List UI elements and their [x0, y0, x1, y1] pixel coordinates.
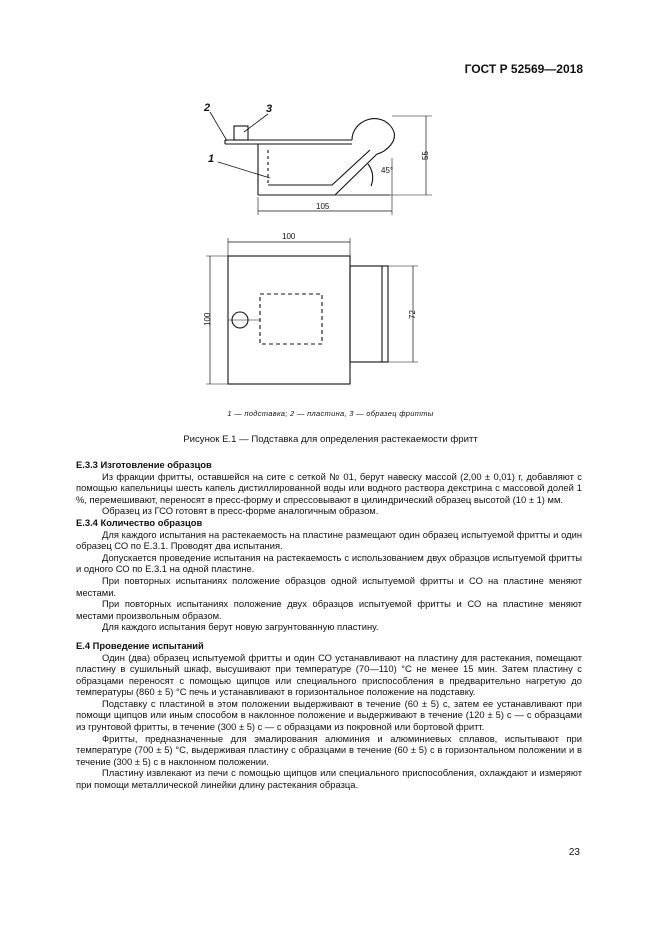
- standard-number: ГОСТ Р 52569—2018: [464, 62, 583, 76]
- section-heading-e33: Е.3.3 Изготовление образцов: [76, 459, 212, 470]
- section-heading-e4: Е.4 Проведение испытаний: [76, 639, 204, 651]
- page-number: 23: [568, 847, 580, 858]
- callout-2: 2: [204, 102, 211, 114]
- leader-3: [244, 114, 268, 132]
- callout-1: 1: [208, 153, 215, 165]
- section-heading-e34: Е.3.4 Количество образцов: [76, 516, 203, 528]
- angle-arc: [368, 164, 373, 186]
- leader-2: [210, 112, 227, 141]
- figure-legend: 1 — подставка; 2 — пластина, 3 — образец фритты: [227, 409, 434, 418]
- paragraph: При повторных испытаниях положение образцов одной испытуемой фритты и СО на пластине меняют местами.: [76, 574, 582, 598]
- paragraph: Один (два) образец испытуемой фритты и один СО устанавливают на пластину для растекания, помещают пластину в сушильный шкаф, высушивают при температуре (70—110) °С не менее 15 мин. Затем пластину с образцами переносят с помощью щипцов или специального приспособления в предварительно нагретую до температуры (860 ± 5) °С печь и устанавливают в горизонтальное положение на подставку.: [76, 651, 582, 698]
- paragraph: Образец из ГСО готовят в пресс-форме аналогичным образом.: [102, 505, 379, 517]
- dim-height-label: 55: [421, 151, 430, 160]
- side-view: [210, 112, 432, 215]
- paragraph: При повторных испытаниях положение двух образцов испытуемой фритты и СО на пластине меняют местами произвольным образом.: [76, 598, 582, 621]
- dim-width-label: 100: [282, 232, 296, 241]
- paragraph: Фритты, предназначенные для эмалирования алюминия и алюминиевых сплавов, испытывают при температуре (700 ± 5) °С, выдерживая пластину с образцами в течение (60 ± 5) с в горизонтальном положении и в течение (300 ± 5) с в наклонном положении.: [76, 732, 582, 767]
- sample-rect: [234, 126, 248, 140]
- paragraph: Пластину извлекают из печи с помощью щипцов или специального приспособления, охлаждают и измеряют при помощи металлической линейки длину растекания образца.: [76, 767, 582, 791]
- leader-1: [218, 162, 270, 178]
- paragraph: Из фракции фритты, оставшейся на сите с сеткой № 01, берут навеску массой (2,00 ± 0,01) г, добавляют с помощью капельницы шесть капель дистиллированной воды или водного раствора декстрина с массовой долей 1 %, перемешивают, переносят в пресс-форму и спрессовывают в цилиндрический образец высотой (10 ± 1) мм.: [76, 470, 582, 505]
- stand-incline-outer: [335, 154, 377, 195]
- paragraph: Подставку с пластиной в этом положении выдерживают в течение (60 ± 5) с, затем ее устанавливают при помощи щипцов или иным способом в наклонное положение и выдерживают в течение (120 ± 5) с — с образцами из грунтовой фритты, в течение (300 ± 5) с — с образцами из покровной или бортовой фритт.: [76, 697, 582, 733]
- dim-inner-label: 72: [408, 310, 417, 319]
- callout-3: 3: [266, 103, 273, 115]
- paragraph: Для каждого испытания берут новую загрунтованную пластину.: [102, 621, 379, 633]
- angle-label: 45°: [381, 166, 394, 175]
- figure-caption: Рисунок Е.1 — Подставка для определения растекаемости фритт: [183, 434, 478, 445]
- body-text: [76, 459, 582, 791]
- stand-drawing-svg: [180, 98, 460, 403]
- figure-drawing: [180, 98, 460, 403]
- dim-length-label: 105: [316, 202, 330, 211]
- paragraph: Допускается проведение испытания на растекаемость с использованием двух образцов испытуемой фритты и одного СО по Е.3.1 на одной пластине.: [76, 551, 582, 575]
- paragraph: Для каждого испытания на растекаемость на пластине размещают один образец испытуемой фритты и один образец СО по Е.3.1. Проводят два испытания.: [76, 528, 582, 552]
- top-view: [206, 238, 418, 384]
- dim-top-height-label: 100: [203, 312, 212, 326]
- stand-round-head: [352, 119, 394, 154]
- top-hidden-rect: [260, 294, 322, 344]
